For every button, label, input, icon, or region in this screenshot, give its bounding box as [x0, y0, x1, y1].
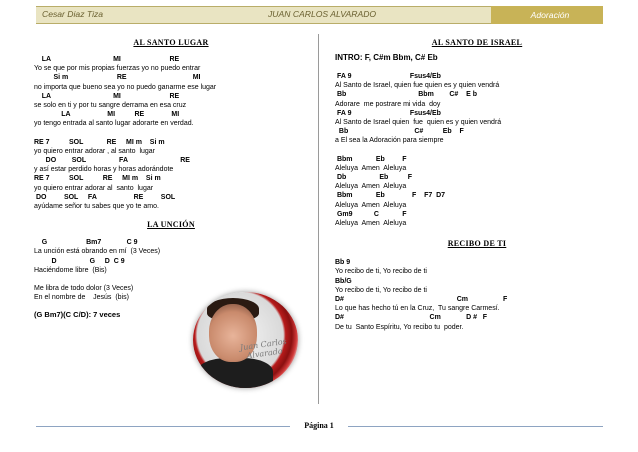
- stanza-gap: [335, 146, 619, 155]
- stanza-gap: [34, 275, 308, 284]
- chord-line: LA MI RE: [34, 92, 180, 100]
- song-title-la-uncion: LA UNCIÓN: [147, 220, 195, 230]
- chord-line: RE 7 SOL RE MI m Si m: [34, 175, 161, 183]
- song-body-al-santo-de-israel: [335, 72, 619, 228]
- header-artist: JUAN CARLOS ALVARADO: [268, 9, 377, 19]
- lyric-line: En el nombre de Jesús (bis): [34, 294, 129, 302]
- lyric-line: Aleluya Amen Aleluya: [335, 201, 407, 209]
- lyric-line: De tu Santo Espíritu, Yo recibo tu poder.: [335, 323, 464, 331]
- chord-line: Bb C# Eb F: [335, 128, 464, 136]
- lyric-line: Aleluya Amen Aleluya: [335, 183, 407, 191]
- song-body-al-santo-lugar: [34, 55, 308, 211]
- song-body-recibo-de-ti: [335, 258, 619, 332]
- footer-rule-right: [348, 426, 603, 427]
- left-column: [34, 38, 308, 320]
- chord-line: D# Cm D # F: [335, 314, 488, 322]
- lyric-line: La unción está obrando en mí (3 Veces): [34, 248, 161, 256]
- chord-line: D# Cm F: [335, 296, 508, 304]
- song-title-al-santo-lugar: AL SANTO LUGAR: [133, 38, 209, 47]
- chord-line: Bb 9: [335, 259, 351, 267]
- chord-line: RE 7 SOL RE MI m Si m: [34, 138, 165, 146]
- column-divider: [318, 34, 319, 404]
- chord-line: D G D C 9: [34, 257, 125, 265]
- chord-line: Bbm Eb F: [335, 155, 407, 163]
- intro-chords: INTRO: F, C#m Bbm, C# Eb: [335, 53, 438, 62]
- lyric-line: Yo recibo de ti, Yo recibo de ti: [335, 268, 427, 276]
- artist-photo: [193, 292, 298, 388]
- lyric-line: Adorare me postrare mi vida doy: [335, 100, 441, 108]
- lyric-line: Lo que has hecho tú en la Cruz, Tu sangre Carmesí.: [335, 305, 500, 313]
- lyric-line: Al Santo de Israel quien fue quien es y quien vendrá: [335, 119, 502, 127]
- chord-line: DO SOL FA RE SOL: [34, 193, 176, 201]
- lyric-line: yo quiero entrar adorar , al santo lugar: [34, 147, 156, 155]
- lyric-line: Aleluya Amen Aleluya: [335, 164, 407, 172]
- lyric-line: yo quiero entrar adorar al santo lugar: [34, 184, 154, 192]
- lyric-line: yo tengo entrada al santo lugar adorarte en verdad.: [34, 120, 194, 128]
- stanza-gap: [34, 129, 308, 138]
- song-title-al-santo-de-israel: AL SANTO DE ISRAEL: [431, 38, 523, 47]
- chord-line: Bb/G: [335, 277, 352, 285]
- chord-line: LA MI RE: [34, 56, 180, 63]
- right-column: [335, 38, 619, 332]
- lyric-line: Me libra de todo dolor (3 Veces): [34, 285, 134, 293]
- chord-line: Si m RE MI: [34, 74, 201, 82]
- chord-line: DO SOL FA RE: [34, 157, 190, 165]
- chord-line: FA 9 Fsus4/Eb: [335, 73, 441, 80]
- chord-line: LA MI RE MI: [34, 111, 180, 119]
- lyric-line: Yo se que por mis propias fuerzas yo no puedo entrar: [34, 65, 201, 73]
- page-number: Página 1: [304, 421, 334, 430]
- lyric-line: Aleluya Amen Aleluya: [335, 220, 407, 228]
- chord-summary: (G Bm7)(C C/D): 7 veces: [34, 310, 121, 320]
- chord-line: Bbm Eb F F7 D7: [335, 192, 446, 200]
- header-author: Cesar Diaz Tiza: [42, 9, 104, 19]
- chord-line: G Bm7 C 9: [34, 239, 138, 247]
- lyric-line: no importa que bueno sea yo no puedo ganarme ese lugar: [34, 83, 217, 91]
- song-title-recibo-de-ti: RECIBO DE TI: [447, 239, 507, 249]
- lyric-line: Haciéndome libre (Bis): [34, 266, 107, 274]
- chord-line: Gm9 C F: [335, 210, 407, 218]
- lyric-line: a El sea la Adoración para siempre: [335, 137, 444, 145]
- photo-shirt: [197, 358, 273, 388]
- photo-signature: Juan Carlos Alvarado: [239, 336, 288, 361]
- lyric-line: y así estar perdido horas y horas adorándote: [34, 166, 174, 174]
- lyric-line: ayúdame señor tu sabes que yo te amo.: [34, 203, 159, 211]
- lyric-line: Yo recibo de ti, Yo recibo de ti: [335, 286, 427, 294]
- page-header: [36, 6, 603, 24]
- chord-line: Bb Bbm C# E b: [335, 91, 477, 99]
- header-category: Adoración: [491, 6, 603, 24]
- chord-line: Db Eb F: [335, 174, 413, 182]
- lyric-line: Al Santo de Israel, quien fue quien es y quien vendrá: [335, 82, 500, 90]
- song-body-la-uncion: [34, 238, 308, 302]
- footer-rule-left: [36, 426, 290, 427]
- lyric-line: se solo en ti y por tu sangre derrama en esa cruz: [34, 102, 187, 110]
- chord-line: FA 9 Fsus4/Eb: [335, 109, 441, 117]
